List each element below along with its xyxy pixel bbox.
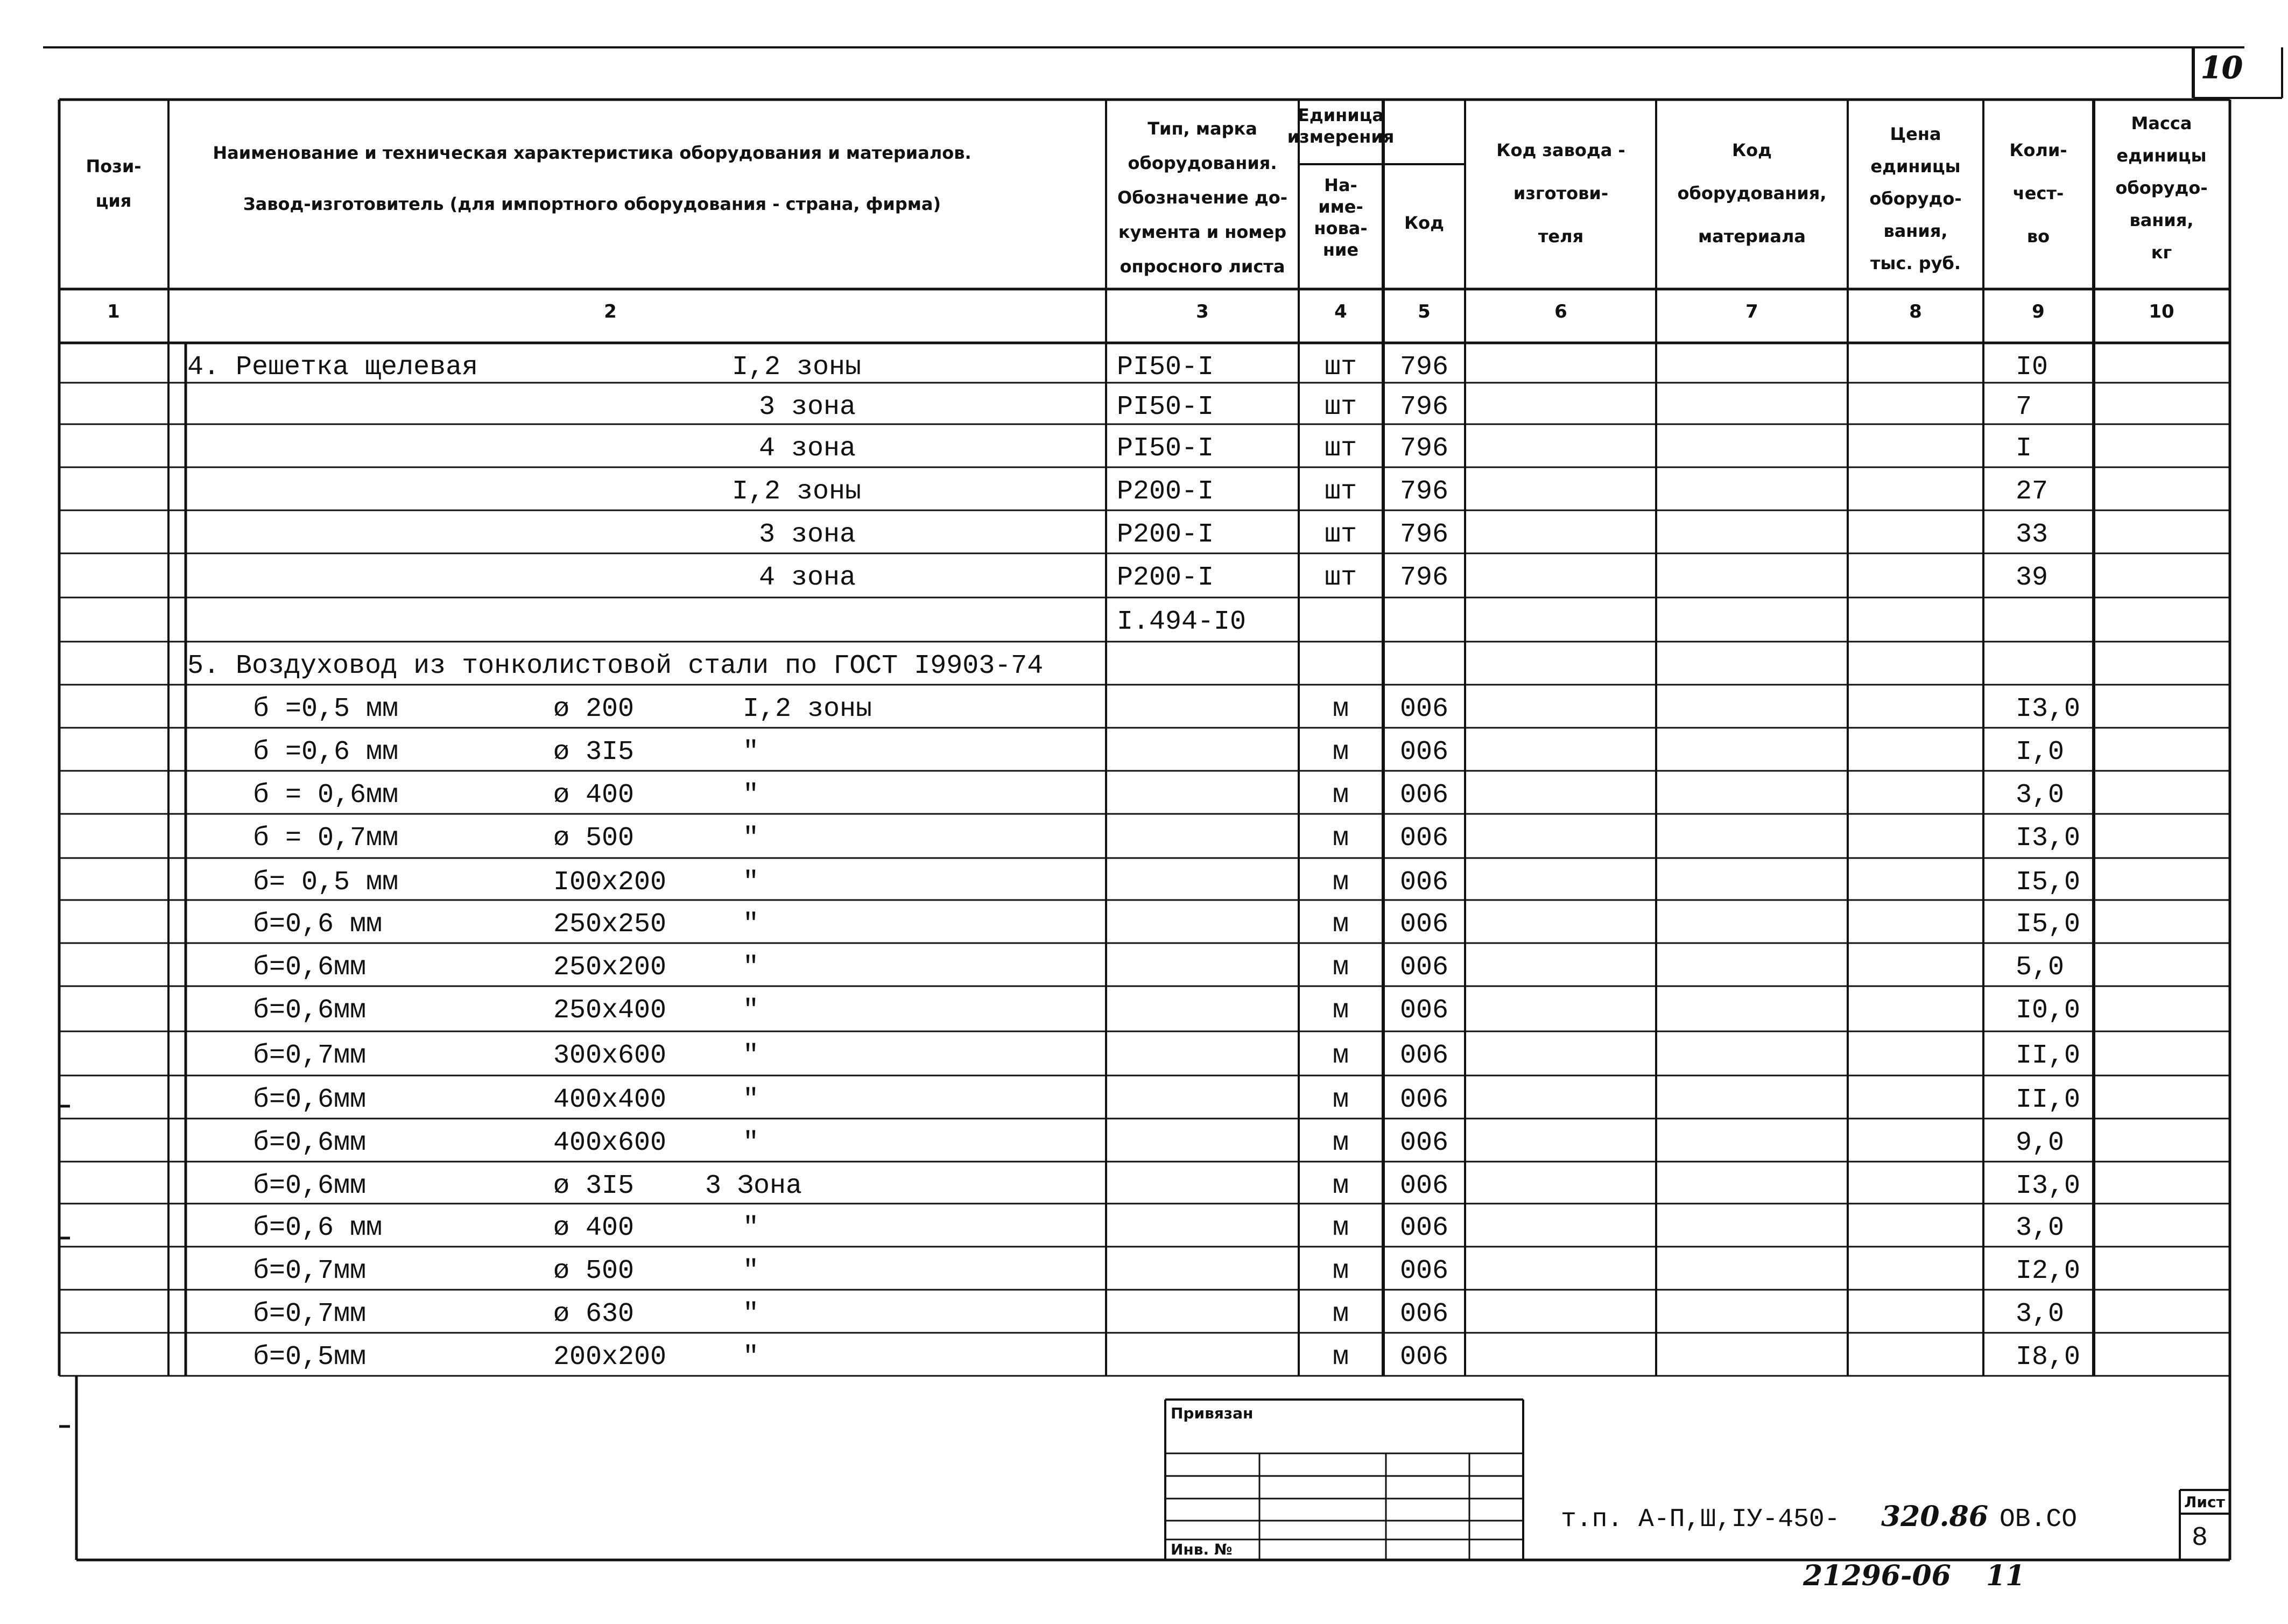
column-number: 3 <box>1196 301 1209 322</box>
item-dimension: ø 3I5 <box>553 1171 635 1201</box>
table-row <box>253 1128 2064 1158</box>
header-unit-code: Код <box>1404 213 1444 233</box>
item-dimension: 300x600 <box>553 1041 667 1071</box>
item-type: P200-I <box>1117 519 1214 550</box>
item-unit: м <box>1332 909 1349 940</box>
item-name: б = 0,6мм <box>253 780 399 811</box>
item-unit: м <box>1332 867 1349 898</box>
table-row <box>759 392 2032 423</box>
header-name: Завод-изготовитель (для импортного оборудования - страна, фирма) <box>243 194 941 214</box>
item-unit-code: 006 <box>1399 1128 1449 1158</box>
item-name: б=0,7мм <box>253 1041 367 1071</box>
item-dimension: ø 200 <box>553 694 635 725</box>
table-row <box>253 1299 2064 1330</box>
item-zone: " <box>743 1085 759 1115</box>
header-price: оборудо- <box>1869 188 1962 209</box>
item-name: б= 0,5 мм <box>253 867 399 898</box>
table-row <box>759 563 2048 593</box>
header-unit-group: измерения <box>1287 126 1395 147</box>
item-dimension: 250x200 <box>553 952 667 983</box>
item-name: б=0,6мм <box>253 1128 367 1158</box>
header-plant-code: Код завода - <box>1496 140 1625 160</box>
header-quantity: во <box>2026 226 2050 247</box>
table-row <box>253 952 2064 983</box>
item-name: б=0,7мм <box>253 1256 367 1286</box>
item-zone: 4 зона <box>759 433 856 464</box>
item-dimension: 200x200 <box>553 1342 667 1373</box>
item-name: б=0,7мм <box>253 1299 367 1330</box>
item-unit: шт <box>1324 392 1357 423</box>
item-unit-code: 006 <box>1399 952 1449 983</box>
item-type: P200-I <box>1117 563 1214 593</box>
table-row <box>253 1041 2080 1071</box>
table-body <box>187 352 2080 1373</box>
item-dimension: ø 400 <box>553 1213 635 1243</box>
column-number: 1 <box>107 301 120 322</box>
item-unit-code: 006 <box>1399 1041 1449 1071</box>
item-dimension: 400x400 <box>553 1085 667 1115</box>
item-unit-code: 006 <box>1399 1085 1449 1115</box>
column-number: 10 <box>2149 301 2174 322</box>
item-name: б = 0,7мм <box>253 823 399 854</box>
item-quantity: II,0 <box>2016 1041 2081 1071</box>
item-dimension: ø 400 <box>553 780 635 811</box>
header-name: Наименование и техническая характеристика оборудования и материалов. <box>213 143 971 163</box>
column-number: 2 <box>604 301 617 322</box>
item-zone: " <box>743 1342 759 1373</box>
item-unit: м <box>1332 823 1349 854</box>
header-price: тыс. руб. <box>1870 253 1961 273</box>
item-unit-code: 796 <box>1399 352 1449 383</box>
corner-sheet-number: 10 <box>2201 50 2243 86</box>
table-row <box>253 1256 2080 1286</box>
header-quantity: Коли- <box>2009 140 2067 160</box>
item-unit: м <box>1332 1342 1349 1373</box>
item-quantity: 5,0 <box>2016 952 2065 983</box>
item-zone: " <box>743 952 759 983</box>
header-type: Обозначение до- <box>1117 187 1287 208</box>
item-type: P200-I <box>1117 476 1214 507</box>
item-unit: шт <box>1324 519 1357 550</box>
sheet-number: 8 <box>2192 1523 2208 1553</box>
item-unit-code: 796 <box>1399 563 1449 593</box>
header-price: Цена <box>1890 124 1941 144</box>
item-name: б=0,5мм <box>253 1342 367 1373</box>
item-unit-code: 796 <box>1399 433 1449 464</box>
item-zone: I,2 зоны <box>732 352 862 383</box>
item-zone: 3 Зона <box>705 1171 802 1201</box>
header-mass: вания, <box>2129 210 2194 230</box>
item-zone: " <box>743 1041 759 1071</box>
item-unit: м <box>1332 737 1349 768</box>
item-unit-code: 006 <box>1399 995 1449 1026</box>
item-zone: " <box>743 909 759 940</box>
document-code-number: 320.86 <box>1881 1500 1989 1533</box>
header-equipment-code: материала <box>1698 226 1806 247</box>
table-row <box>1117 607 1246 637</box>
sheet-frame <box>43 47 2282 98</box>
column-number: 6 <box>1554 301 1567 322</box>
header-mass: кг <box>2151 242 2172 263</box>
item-zone: " <box>743 737 759 768</box>
stamp-label-privyazan: Привязан <box>1171 1404 1254 1422</box>
item-unit-code: 796 <box>1399 392 1449 423</box>
table-row <box>759 433 2032 464</box>
header-unit-group: Единица <box>1298 105 1384 125</box>
table-row <box>253 1213 2064 1243</box>
item-type: PI50-I <box>1117 392 1214 423</box>
item-unit: шт <box>1324 476 1357 507</box>
item-unit: м <box>1332 1171 1349 1201</box>
item-zone: " <box>743 1128 759 1158</box>
item-unit: м <box>1332 1128 1349 1158</box>
table-row <box>253 780 2064 811</box>
header-position: Пози- <box>86 156 142 177</box>
item-quantity: II,0 <box>2016 1085 2081 1115</box>
item-quantity: 27 <box>2016 476 2048 507</box>
item-zone: " <box>743 823 759 854</box>
item-type: I.494-I0 <box>1117 607 1247 637</box>
item-dimension: 250x250 <box>553 909 667 940</box>
item-quantity: 9,0 <box>2016 1128 2065 1158</box>
header-type: оборудования. <box>1128 153 1277 173</box>
item-quantity: I,0 <box>2016 737 2065 768</box>
table-row <box>187 352 2048 383</box>
header-plant-code: теля <box>1538 226 1584 247</box>
item-name: б =0,6 мм <box>253 737 399 768</box>
table-row <box>253 1342 2080 1373</box>
item-quantity: I2,0 <box>2016 1256 2081 1286</box>
header-mass: Масса <box>2131 113 2192 133</box>
stamp-label-inv: Инв. № <box>1171 1541 1233 1558</box>
item-unit-code: 796 <box>1399 476 1449 507</box>
item-name: б=0,6 мм <box>253 1213 383 1243</box>
item-unit-code: 006 <box>1399 823 1449 854</box>
item-quantity: I3,0 <box>2016 694 2081 725</box>
table-row <box>253 1085 2080 1115</box>
item-name: б=0,6мм <box>253 1085 367 1115</box>
item-dimension: 400x600 <box>553 1128 667 1158</box>
table-row <box>253 867 2080 898</box>
item-zone: " <box>743 995 759 1026</box>
item-quantity: I3,0 <box>2016 1171 2081 1201</box>
item-zone: " <box>743 1213 759 1243</box>
column-number: 8 <box>1909 301 1922 322</box>
item-name: б=0,6мм <box>253 995 367 1026</box>
item-unit: м <box>1332 1085 1349 1115</box>
item-quantity: I <box>2016 433 2032 464</box>
item-unit-code: 006 <box>1399 1342 1449 1373</box>
item-zone: " <box>743 1299 759 1330</box>
item-quantity: I5,0 <box>2016 909 2081 940</box>
header-type: кумента и номер <box>1118 222 1287 242</box>
item-name: 5. Воздуховод из тонколистовой стали по ГОСТ I9903-74 <box>187 651 1044 681</box>
item-zone: " <box>743 867 759 898</box>
item-name: б=0,6мм <box>253 1171 367 1201</box>
header-quantity: чест- <box>2012 183 2064 203</box>
item-unit-code: 006 <box>1399 780 1449 811</box>
item-dimension: ø 630 <box>553 1299 635 1330</box>
table-row <box>253 737 2064 768</box>
table-row <box>253 909 2080 940</box>
header-type: опросного листа <box>1120 256 1285 277</box>
item-zone: " <box>743 780 759 811</box>
item-unit: м <box>1332 1256 1349 1286</box>
item-quantity: 3,0 <box>2016 1213 2065 1243</box>
item-unit: м <box>1332 995 1349 1026</box>
header-price: единицы <box>1870 156 1961 177</box>
item-dimension: ø 3I5 <box>553 737 635 768</box>
item-quantity: I3,0 <box>2016 823 2081 854</box>
document-mark: ОВ.СО <box>2000 1505 2078 1534</box>
table-row <box>253 1171 2080 1201</box>
item-unit-code: 006 <box>1399 1299 1449 1330</box>
table-row <box>253 995 2080 1026</box>
item-unit: шт <box>1324 563 1357 593</box>
table-row <box>253 694 2080 725</box>
item-unit-code: 006 <box>1399 737 1449 768</box>
item-quantity: 3,0 <box>2016 1299 2065 1330</box>
item-unit: м <box>1332 780 1349 811</box>
header-equipment-code: Код <box>1732 140 1772 160</box>
item-name: 4. Решетка щелевая <box>187 352 478 383</box>
table-row <box>187 651 1043 681</box>
table-row <box>759 519 2048 550</box>
header-unit-name: ние <box>1322 240 1359 260</box>
column-number: 9 <box>2032 301 2045 322</box>
item-quantity: 33 <box>2016 519 2048 550</box>
header-mass: оборудо- <box>2115 178 2208 198</box>
header-equipment-code: оборудования, <box>1677 183 1827 203</box>
item-dimension: ø 500 <box>553 823 635 854</box>
item-unit-code: 006 <box>1399 694 1449 725</box>
item-quantity: I8,0 <box>2016 1342 2081 1373</box>
item-dimension: ø 500 <box>553 1256 635 1286</box>
column-number: 4 <box>1334 301 1347 322</box>
table-row <box>732 476 2048 507</box>
item-unit: м <box>1332 1041 1349 1071</box>
item-dimension: I00x200 <box>553 867 667 898</box>
item-quantity: I0,0 <box>2016 995 2081 1026</box>
item-unit-code: 796 <box>1399 519 1449 550</box>
item-unit-code: 006 <box>1399 1256 1449 1286</box>
item-unit: м <box>1332 694 1349 725</box>
document-code <box>1561 1500 1988 1534</box>
item-type: PI50-I <box>1117 433 1214 464</box>
item-quantity: I5,0 <box>2016 867 2081 898</box>
item-quantity: 3,0 <box>2016 780 2065 811</box>
header-mass: единицы <box>2116 145 2207 166</box>
item-quantity: 7 <box>2016 392 2032 423</box>
item-unit-code: 006 <box>1399 1171 1449 1201</box>
item-unit: шт <box>1324 352 1357 383</box>
item-unit: м <box>1332 1299 1349 1330</box>
item-name: б =0,5 мм <box>253 694 399 725</box>
item-zone: 4 зона <box>759 563 856 593</box>
item-zone: I,2 зоны <box>732 476 862 507</box>
table-row <box>253 823 2080 854</box>
header-plant-code: изготови- <box>1513 183 1609 203</box>
item-zone: I,2 зоны <box>743 694 872 725</box>
header-position: ция <box>95 191 132 211</box>
header-unit-name: нова- <box>1314 218 1368 238</box>
item-zone: 3 зона <box>759 519 856 550</box>
item-dimension: 250x400 <box>553 995 667 1026</box>
header-price: вания, <box>1883 221 1948 241</box>
item-unit-code: 006 <box>1399 909 1449 940</box>
item-unit-code: 006 <box>1399 1213 1449 1243</box>
item-name: б=0,6 мм <box>253 909 383 940</box>
item-unit: м <box>1332 952 1349 983</box>
sheet-label: Лист <box>2184 1493 2225 1511</box>
column-number: 5 <box>1418 301 1431 322</box>
document-code-prefix: т.п. А-П,Ш,IУ-450- <box>1561 1505 1840 1534</box>
item-zone: 3 зона <box>759 392 856 423</box>
column-number: 7 <box>1745 301 1758 322</box>
header-unit-name: На- <box>1324 175 1357 195</box>
header-type: Тип, марка <box>1147 118 1257 139</box>
item-quantity: 39 <box>2016 563 2048 593</box>
item-name: б=0,6мм <box>253 952 367 983</box>
item-quantity: I0 <box>2016 352 2048 383</box>
item-zone: " <box>743 1256 759 1286</box>
item-unit: м <box>1332 1213 1349 1243</box>
footer-page: 11 <box>1986 1559 2025 1592</box>
item-type: PI50-I <box>1117 352 1214 383</box>
item-unit: шт <box>1324 433 1357 464</box>
item-unit-code: 006 <box>1399 867 1449 898</box>
footer-note: 21296-06 <box>1803 1559 1951 1592</box>
header-unit-name: име- <box>1318 196 1363 217</box>
